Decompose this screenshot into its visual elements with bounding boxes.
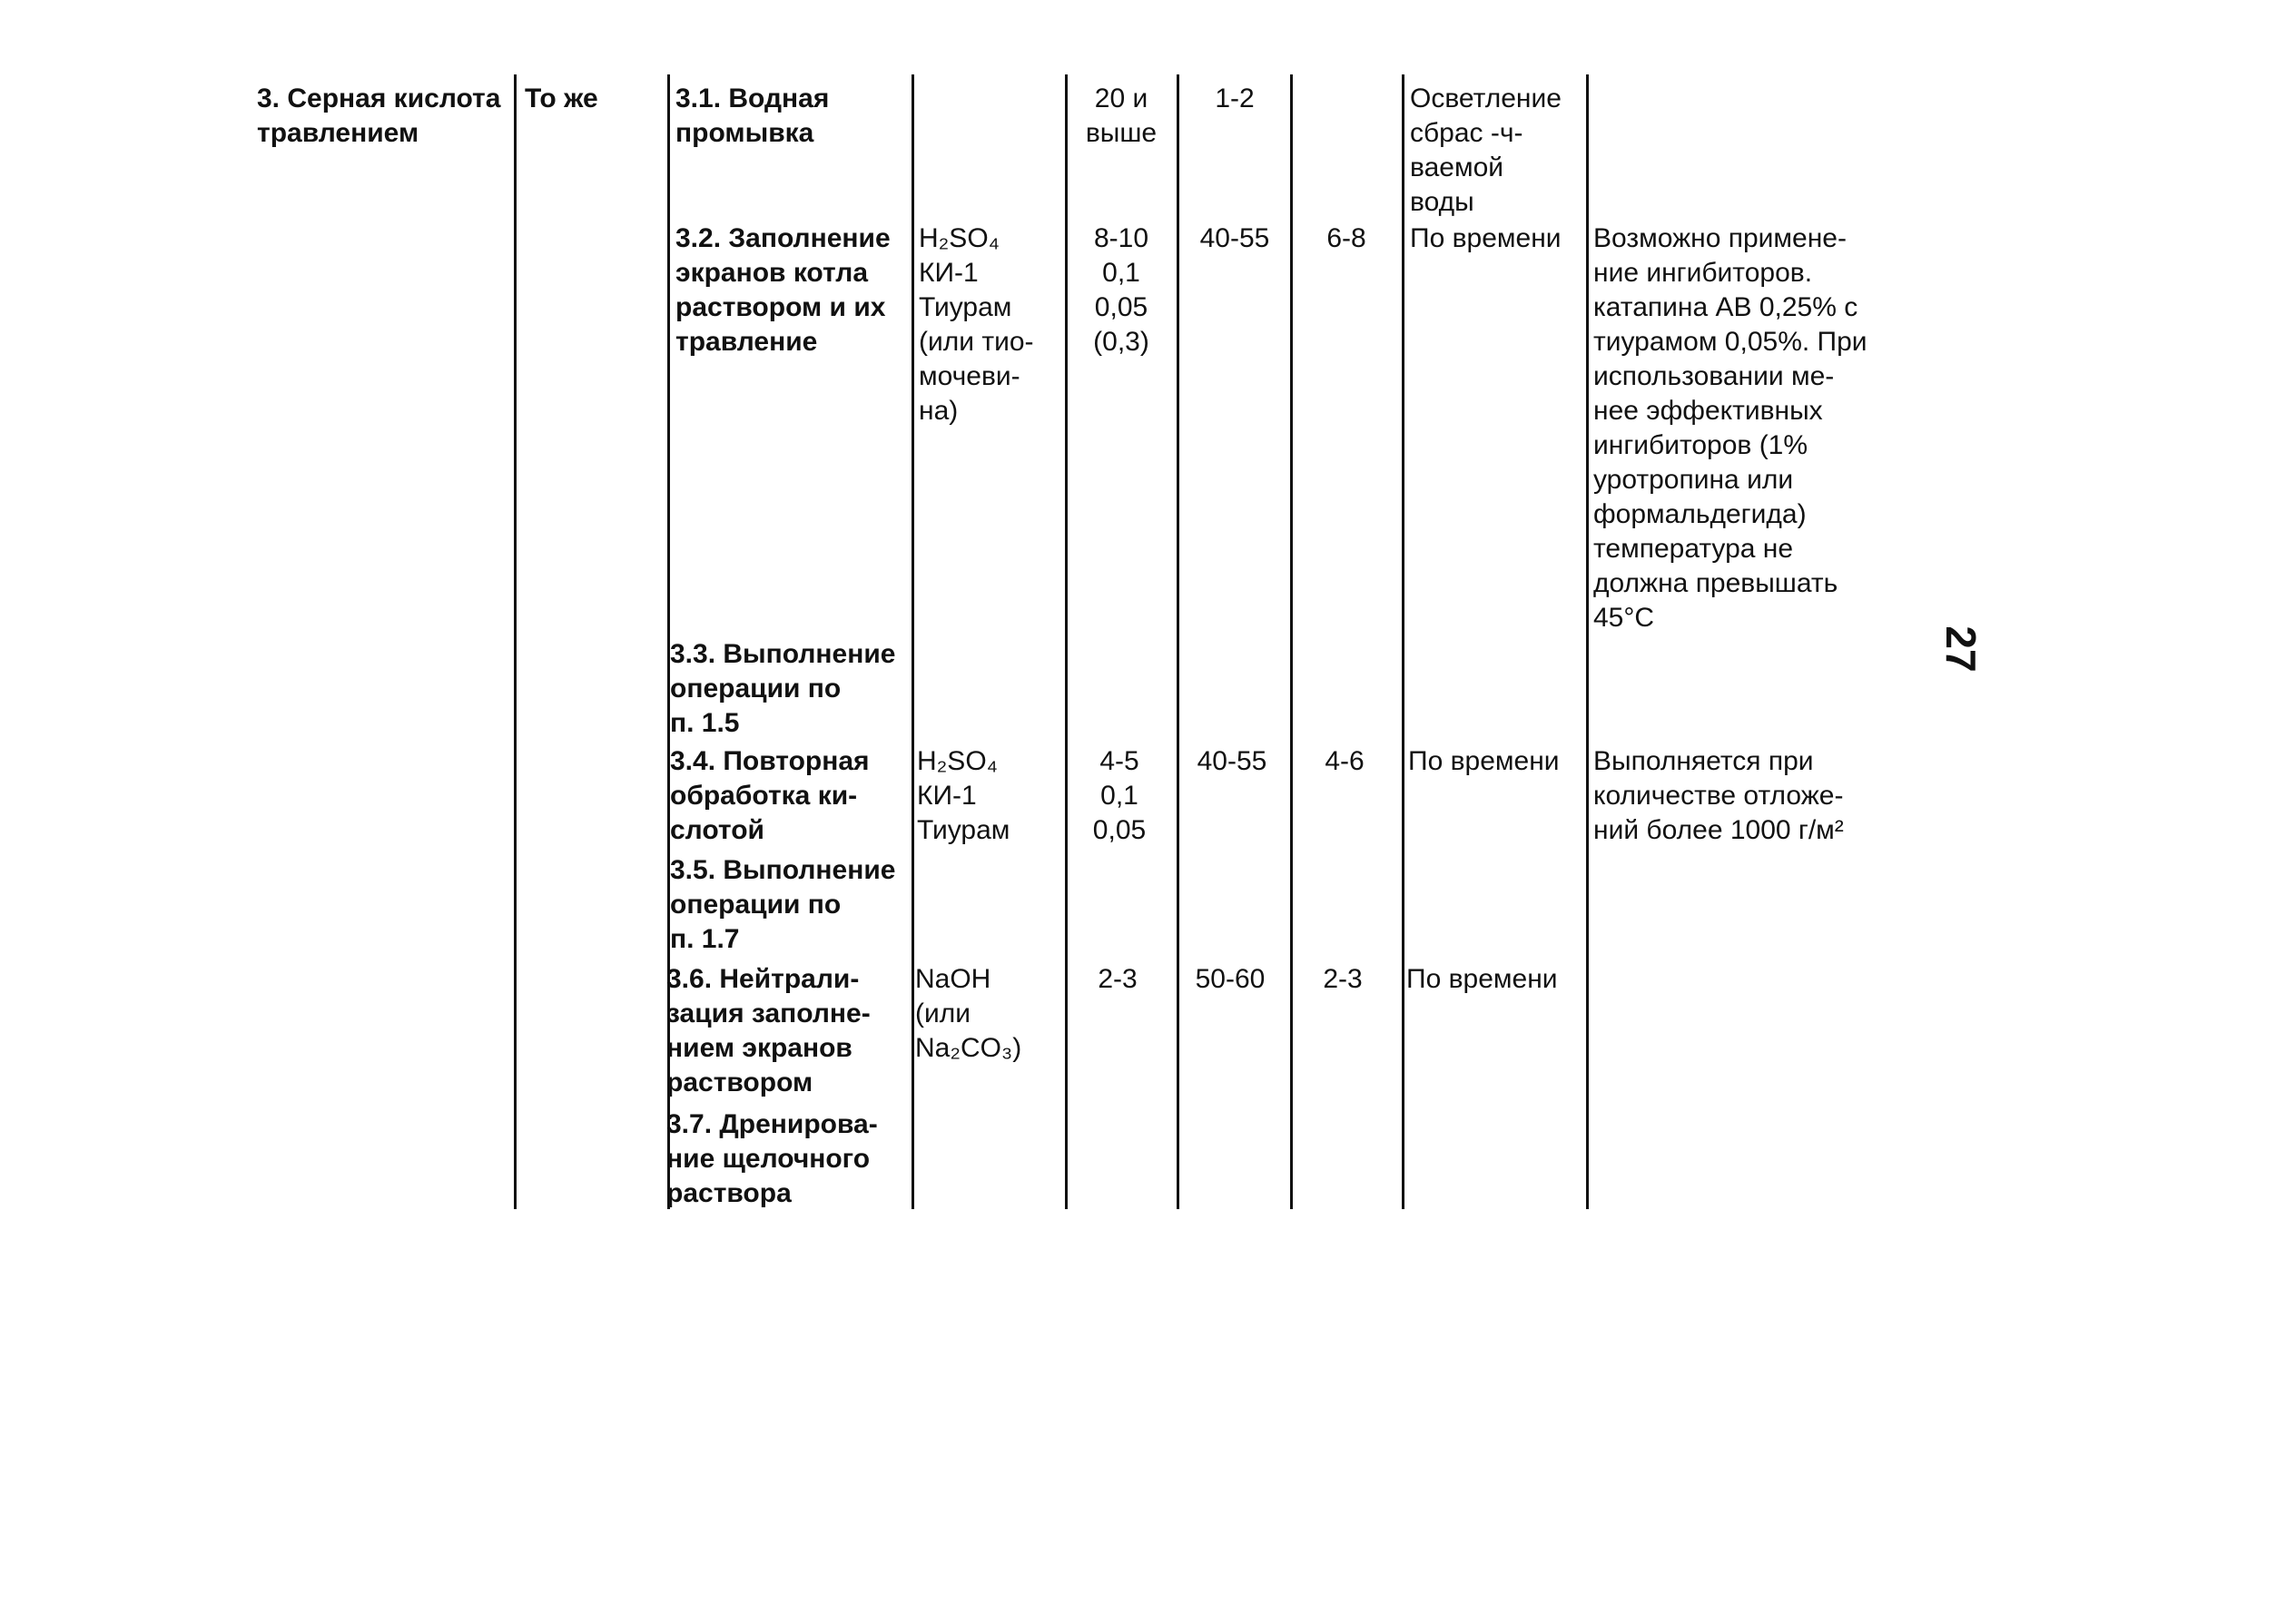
temp-cell	[1182, 744, 1282, 779]
control-line: воды	[1410, 187, 1474, 217]
table-vline-4	[1065, 74, 1068, 1209]
conc-line: 0,1	[1102, 258, 1140, 288]
reagent-line: H₂SO₄	[917, 746, 998, 776]
table-vline-6	[1290, 74, 1293, 1209]
temp-line: 40-55	[1197, 746, 1267, 776]
control-line: сбрас -ч-	[1410, 118, 1523, 148]
op-line: п. 1.5	[670, 708, 740, 738]
control-line: По времени	[1406, 964, 1558, 994]
control-cell	[1408, 744, 1560, 779]
note-line: Выполняется при	[1593, 746, 1814, 776]
temp-line: 40-55	[1199, 223, 1270, 253]
op-line: п. 1.7	[670, 924, 740, 954]
reagent-line: мочеви-	[919, 361, 1020, 391]
note-line: нее эффективных	[1593, 396, 1823, 426]
note-line: Возможно примене-	[1593, 223, 1847, 253]
note-line: 45°С	[1593, 603, 1655, 633]
section-name-line: 3. Серная кислота	[257, 84, 501, 113]
section-ref: То же	[525, 84, 598, 113]
reagent-line: Тиурам	[919, 292, 1012, 322]
op-line: 3.6. Нейтрали-	[666, 964, 860, 994]
control-line: ваемой	[1410, 153, 1504, 182]
time-cell: 4-6	[1325, 746, 1365, 776]
op-line: зация заполне-	[666, 999, 871, 1028]
op-cell	[666, 1107, 878, 1211]
conc-line: 0,05	[1094, 292, 1148, 322]
op-cell	[670, 744, 870, 848]
reagents-cell	[915, 962, 1021, 1066]
time-cell: 2-3	[1323, 964, 1363, 994]
note-line: количестве отложе-	[1593, 781, 1844, 811]
table-vline-7	[1402, 74, 1404, 1209]
op-line: 3.3. Выполнение	[670, 639, 896, 669]
op-line: раствором и их	[675, 292, 886, 322]
conc-line: 8-10	[1093, 223, 1149, 253]
conc-line: 2-3	[1098, 964, 1138, 994]
temp-line: 20 и	[1094, 84, 1148, 113]
note-line: формальдегида)	[1593, 499, 1807, 529]
control-cell	[1406, 962, 1558, 997]
temp-line: 50-60	[1195, 964, 1266, 994]
op-line: обработка ки-	[670, 781, 858, 811]
conc-line: 4-5	[1099, 746, 1139, 776]
note-line: должна превышать	[1593, 568, 1838, 598]
section-name	[257, 82, 500, 151]
op-cell	[675, 221, 891, 359]
op-line: 3.1. Водная	[675, 84, 830, 113]
op-line: слотой	[670, 815, 764, 845]
table-vline-8	[1586, 74, 1589, 1209]
note-line: уротропина или	[1593, 465, 1794, 495]
reagent-line: Na₂CO₃)	[915, 1033, 1022, 1063]
table-vline-1	[514, 74, 517, 1209]
op-line: 3.5. Выполнение	[670, 855, 896, 885]
op-line: 3.2. Заполнение	[675, 223, 891, 253]
control-line: Осветление	[1410, 84, 1562, 113]
reagent-line: КИ-1	[917, 781, 977, 811]
reagent-line: (или	[915, 999, 971, 1028]
temp-cell	[1180, 962, 1280, 997]
conc-line: (0,3)	[1093, 327, 1149, 357]
op-cell	[670, 853, 895, 957]
reagent-line: (или тио-	[919, 327, 1034, 357]
conc-cell	[1071, 221, 1171, 359]
temp-cell	[1071, 82, 1171, 151]
op-cell	[670, 637, 895, 741]
reagents-cell	[917, 744, 1010, 848]
op-line: раствора	[666, 1178, 792, 1208]
table-vline-3	[912, 74, 914, 1209]
op-line: экранов котла	[675, 258, 869, 288]
op-line: 3.4. Повторная	[670, 746, 870, 776]
op-line: 3.7. Дренирова-	[666, 1109, 878, 1139]
reagent-line: NaOH	[915, 964, 991, 994]
reagent-line: КИ-1	[919, 258, 979, 288]
note-line: использовании ме-	[1593, 361, 1835, 391]
reagents-cell	[919, 221, 1034, 428]
control-line: По времени	[1408, 746, 1560, 776]
reagent-line: H₂SO₄	[919, 223, 1000, 253]
op-cell	[675, 82, 829, 151]
page-number: 27	[1937, 625, 1985, 673]
op-line: операции по	[670, 674, 842, 704]
control-line: По времени	[1410, 223, 1562, 253]
time-cell: 1-2	[1215, 84, 1255, 113]
conc-line: 0,05	[1092, 815, 1147, 845]
temp-line: выше	[1085, 118, 1158, 148]
op-cell	[666, 962, 871, 1100]
op-line: раствором	[666, 1068, 813, 1097]
op-line: операции по	[670, 890, 842, 920]
section-name-line: травлением	[257, 118, 419, 148]
op-line: ние щелочного	[666, 1144, 871, 1174]
control-cell	[1410, 221, 1562, 256]
reagent-line: на)	[919, 396, 959, 426]
table-vline-5	[1177, 74, 1179, 1209]
note-line: температура не	[1593, 534, 1794, 564]
time-cell: 6-8	[1326, 223, 1366, 253]
reagent-line: Тиурам	[917, 815, 1010, 845]
note-line: ние ингибиторов.	[1593, 258, 1813, 288]
op-line: травление	[675, 327, 818, 357]
op-line: промывка	[675, 118, 814, 148]
note-line: ний более 1000 г/м²	[1593, 815, 1844, 845]
temp-cell	[1185, 221, 1285, 256]
note-line: катапина АВ 0,25% с	[1593, 292, 1858, 322]
note-cell	[1593, 221, 1867, 635]
op-line: нием экранов	[666, 1033, 852, 1063]
note-line: тиурамом 0,05%. При	[1593, 327, 1867, 357]
conc-cell	[1068, 962, 1168, 997]
conc-line: 0,1	[1100, 781, 1138, 811]
conc-cell	[1069, 744, 1169, 848]
note-line: ингибиторов (1%	[1593, 430, 1808, 460]
control-cell	[1410, 82, 1562, 220]
note-cell	[1593, 744, 1844, 848]
